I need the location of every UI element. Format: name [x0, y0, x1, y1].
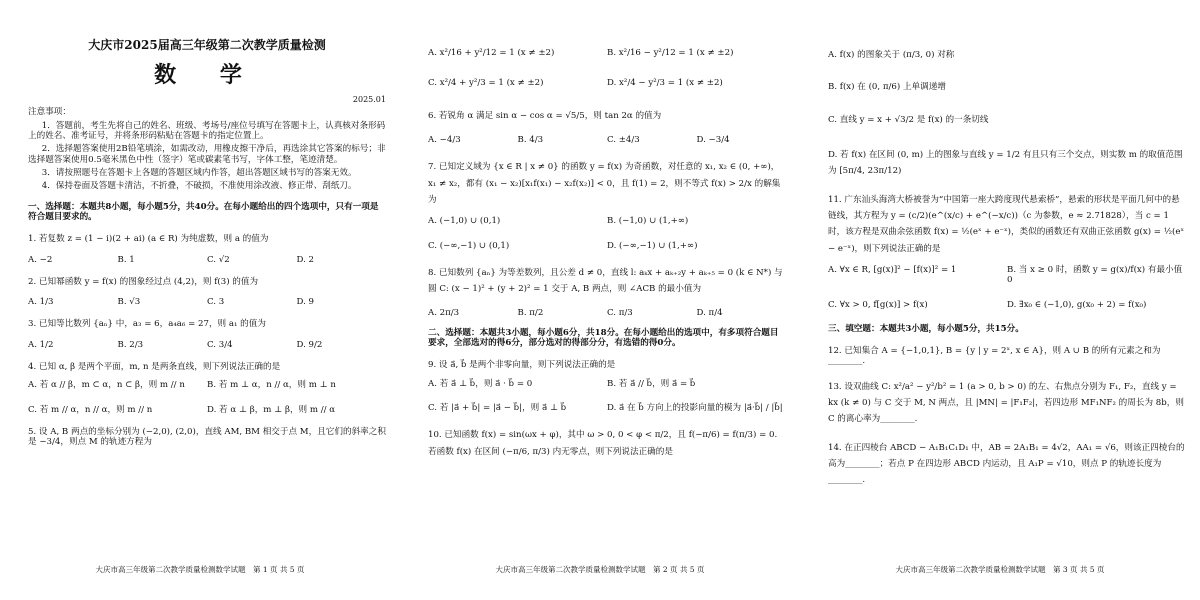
- option-b: B. 若 m ⊥ α，n // α，则 m ⊥ n: [207, 380, 336, 391]
- exam-title: 大庆市2025届高三年级第二次教学质量检测: [88, 38, 326, 52]
- option-c: C. ±4/3: [607, 134, 640, 145]
- question-1-options: [28, 255, 386, 265]
- option-b: B. (−1,0) ∪ (1,+∞): [607, 216, 689, 227]
- question-5: 5. 设 A, B 两点的坐标分别为 (−2,0), (2,0)，直线 AM, BM 相交于点 M，且它们的斜率之积是 −3/4，则点 M 的轨迹方程为: [28, 427, 386, 448]
- option-c: C. (−∞,−1) ∪ (0,1): [428, 240, 510, 251]
- option-d: D. 2: [296, 254, 315, 265]
- question-3-options: [28, 340, 386, 350]
- option-a: A. x²/16 + y²/12 = 1 (x ≠ ±2): [428, 48, 555, 58]
- question-8: 8. 已知数列 {aₙ} 为等差数列，且公差 d ≠ 0，直线 l: aₖx + aₖ₊₂y + aₖ₊₅ = 0 (k ∈ N*) 与圆 C: (x − 1)² + (y + 2)² = 1 交于 A, B 两点，则 ∠ACB 的最小值为: [428, 267, 783, 295]
- option-d: D. 若 f(x) 在区间 (0, m) 上的图象与直线 y = 1/2 有且只有三个交点，则实数 m 的取值范围为 [5π/4, 23π/12): [828, 149, 1183, 177]
- option-b: B. 当 x ≥ 0 时，函数 y = g(x)/f(x) 有最小值 0: [1007, 264, 1183, 286]
- question-1: 1. 若复数 z = (1 − i)(2 + ai) (a ∈ R) 为纯虚数，则 a 的值为: [28, 234, 269, 245]
- option-a: A. 若 a⃗ ⊥ b⃗，则 a⃗ · b⃗ = 0: [428, 378, 533, 389]
- option-c: C. π/3: [607, 307, 633, 318]
- option-d: D. ∃x₀ ∈ (−1,0), g(x₀ + 2) = f(x₀): [1007, 299, 1147, 310]
- question-5-options: [428, 48, 786, 89]
- note-1: 1．答题前，考生先将自己的姓名、班级、考场号/座位号填写在答题卡上，认真核对条形码上的姓名、准考证号，并将条形码粘贴在答题卡的指定位置上。: [28, 120, 386, 141]
- question-4-options: [28, 380, 386, 415]
- option-b: B. π/2: [517, 307, 544, 318]
- option-d: D. a⃗ 在 b⃗ 方向上的投影向量的模为 |a⃗·b⃗| / |b⃗|: [607, 403, 783, 414]
- question-12: 12. 已知集合 A = {−1,0,1}, B = {y | y = 2ˣ, x ∈ A}，则 A ∪ B 的所有元素之和为________.: [828, 346, 1161, 367]
- exam-page-3: [800, 0, 1200, 600]
- question-13: 13. 设双曲线 C: x²/a² − y²/b² = 1 (a > 0, b > 0) 的左、右焦点分别为 F₁, F₂，直线 y = kx (k ≠ 0) 与 C 交于 M, N 两点，且 |MN| = |F₁F₂|，若四边形 MF₁NF₂ 的周长为 8b，则 C 的离心率为________.: [828, 381, 1184, 425]
- option-c: C. √2: [207, 254, 230, 265]
- option-a: A. −2: [28, 254, 53, 265]
- exam-page-2: [400, 0, 800, 600]
- page-footer: 大庆市高三年级第二次教学质量检测数学试题 第 2 页 共 5 页: [495, 565, 705, 574]
- page-footer: 大庆市高三年级第二次教学质量检测数学试题 第 1 页 共 5 页: [95, 565, 305, 574]
- question-8-options: [428, 308, 786, 318]
- option-d: D. π/4: [696, 307, 723, 318]
- option-b: B. √3: [117, 297, 141, 308]
- option-c: C. 3/4: [207, 339, 233, 350]
- question-14: 14. 在正四棱台 ABCD − A₁B₁C₁D₁ 中，AB = 2A₁B₁ = 4√2，AA₁ = √6，则该正四棱台的高为________；若点 P 在四边形 ABCD 内运动，且 A₁P = √10，则点 P 的轨迹长度为________.: [828, 442, 1185, 486]
- question-7-options: [428, 216, 786, 251]
- question-9-options: [428, 379, 786, 414]
- option-d: D. (−∞,−1) ∪ (1,+∞): [607, 240, 698, 251]
- option-a: A. (−1,0) ∪ (0,1): [428, 216, 501, 227]
- option-c: C. 直线 y = x + √3/2 是 f(x) 的一条切线: [828, 114, 989, 125]
- question-3: 3. 已知等比数列 {aₙ} 中，a₃ = 6，a₄a₆ = 27，则 a₁ 的值为: [28, 319, 266, 330]
- notes-heading: 注意事项：: [28, 107, 71, 118]
- question-10: 10. 已知函数 f(x) = sin(ωx + φ)，其中 ω > 0, 0 < φ < π/2，且 f(−π/6) = f(π/3) = 0. 若函数 f(x) 在区间 (−π/6, π/3) 内无零点，则下列说法正确的是: [428, 430, 778, 457]
- option-a: A. 1/3: [28, 297, 54, 308]
- option-b: B. x²/16 − y²/12 = 1 (x ≠ ±2): [607, 48, 734, 58]
- exam-date: 2025.01: [352, 94, 386, 104]
- question-2: 2. 已知幂函数 y = f(x) 的图象经过点 (4,2)，则 f(3) 的值为: [28, 276, 259, 287]
- option-c: C. x²/4 + y²/3 = 1 (x ≠ ±2): [428, 78, 544, 89]
- option-d: D. 若 α ⊥ β，m ⊥ β，则 m // α: [207, 404, 336, 415]
- section-1-heading: 一、选择题：本题共8小题，每小题5分，共40分。在每小题给出的四个选项中，只有一项是符合题目要求的。: [28, 201, 379, 222]
- question-11-options: [828, 265, 1186, 310]
- option-b: B. 1: [117, 254, 135, 265]
- note-3: 3．请按照题号在答题卡上各题的答题区域内作答，超出答题区域书写的答案无效。: [41, 167, 357, 178]
- section-3-heading: 三、填空题：本题共3小题，每小题5分，共15分。: [828, 323, 1024, 334]
- note-4: 4．保持卷面及答题卡清洁，不折叠，不破损，不准使用涂改液、修正带、刮纸刀。: [41, 181, 357, 192]
- option-c: C. 若 |a⃗ + b⃗| = |a⃗ − b⃗|，则 a⃗ ⊥ b⃗: [428, 403, 567, 414]
- question-6-options: [428, 135, 786, 145]
- question-9: 9. 设 a⃗, b⃗ 是两个非零向量，则下列说法正确的是: [428, 360, 616, 371]
- question-4: 4. 已知 α, β 是两个平面，m, n 是两条直线，则下列说法正确的是: [28, 362, 281, 373]
- option-a: A. ∀x ∈ R, [g(x)]² − [f(x)]² = 1: [828, 264, 957, 275]
- option-d: D. 9/2: [296, 339, 323, 350]
- question-2-options: [28, 297, 386, 307]
- question-11: 11. 广东汕头海湾大桥被誉为“中国第一座大跨度现代悬索桥”，悬索的形状是平面几何中的悬链线，其方程为 y = (c/2)(e^(x/c) + e^(−x/c))（c 为参数，e ≈ 2.71828），当 c = 1 时，该方程是双曲余弦函数 f(x) = ½(eˣ + e⁻ˣ)，类似的函数还有双曲正弦函数 g(x) = ½(eˣ − e⁻ˣ)，则下列说法正确的是: [828, 194, 1185, 254]
- question-7: 7. 已知定义域为 {x ∈ R | x ≠ 0} 的函数 y = f(x) 为奇函数，对任意的 x₁, x₂ ∈ (0, +∞)，x₁ ≠ x₂，都有 (x₁ − x₂)[x₁f(x₁) − x₂f(x₂)] < 0，且 f(1) = 2，则不等式 f(x) > 2/x 的解集为: [428, 162, 781, 205]
- option-b: B. 若 a⃗ // b⃗，则 a⃗ = b⃗: [607, 378, 696, 389]
- option-b: B. 2/3: [117, 339, 144, 350]
- option-d: D. 9: [296, 297, 315, 308]
- option-a: A. −4/3: [428, 134, 461, 145]
- option-d: D. −3/4: [696, 134, 730, 145]
- option-a: A. 若 α // β，m ⊂ α，n ⊂ β，则 m // n: [28, 380, 185, 391]
- exam-page-1: [0, 0, 400, 600]
- option-d: D. x²/4 − y²/3 = 1 (x ≠ ±2): [607, 78, 723, 89]
- option-a: A. 1/2: [28, 339, 54, 350]
- option-a: A. f(x) 的图象关于 (π/3, 0) 对称: [828, 50, 955, 60]
- option-c: C. 若 m // α，n // α，则 m // n: [28, 404, 153, 415]
- option-b: B. 4/3: [517, 134, 544, 145]
- subject-title: 数 学: [154, 62, 260, 89]
- option-c: C. ∀x > 0, f[g(x)] > f(x): [828, 299, 928, 310]
- option-c: C. 3: [207, 297, 225, 308]
- section-2-heading: 二、选择题：本题共3小题，每小题6分，共18分。在每小题给出的选项中，有多项符合题目要求，全部选对的得6分，部分选对的得部分分，有选错的得0分。: [428, 327, 779, 349]
- page-footer: 大庆市高三年级第二次教学质量检测数学试题 第 3 页 共 5 页: [895, 565, 1105, 574]
- option-a: A. 2π/3: [428, 307, 460, 318]
- option-b: B. f(x) 在 (0, π/6) 上单调递增: [828, 82, 946, 93]
- question-6: 6. 若锐角 α 满足 sin α − cos α = √5/5，则 tan 2α 的值为: [428, 110, 662, 121]
- note-2: 2．选择题答案使用2B铅笔填涂，如需改动，用橡皮擦干净后，再选涂其它答案的标号；非选择题答案使用0.5毫米黑色中性（签字）笔或碳素笔书写，字体工整，笔迹清楚。: [28, 144, 386, 165]
